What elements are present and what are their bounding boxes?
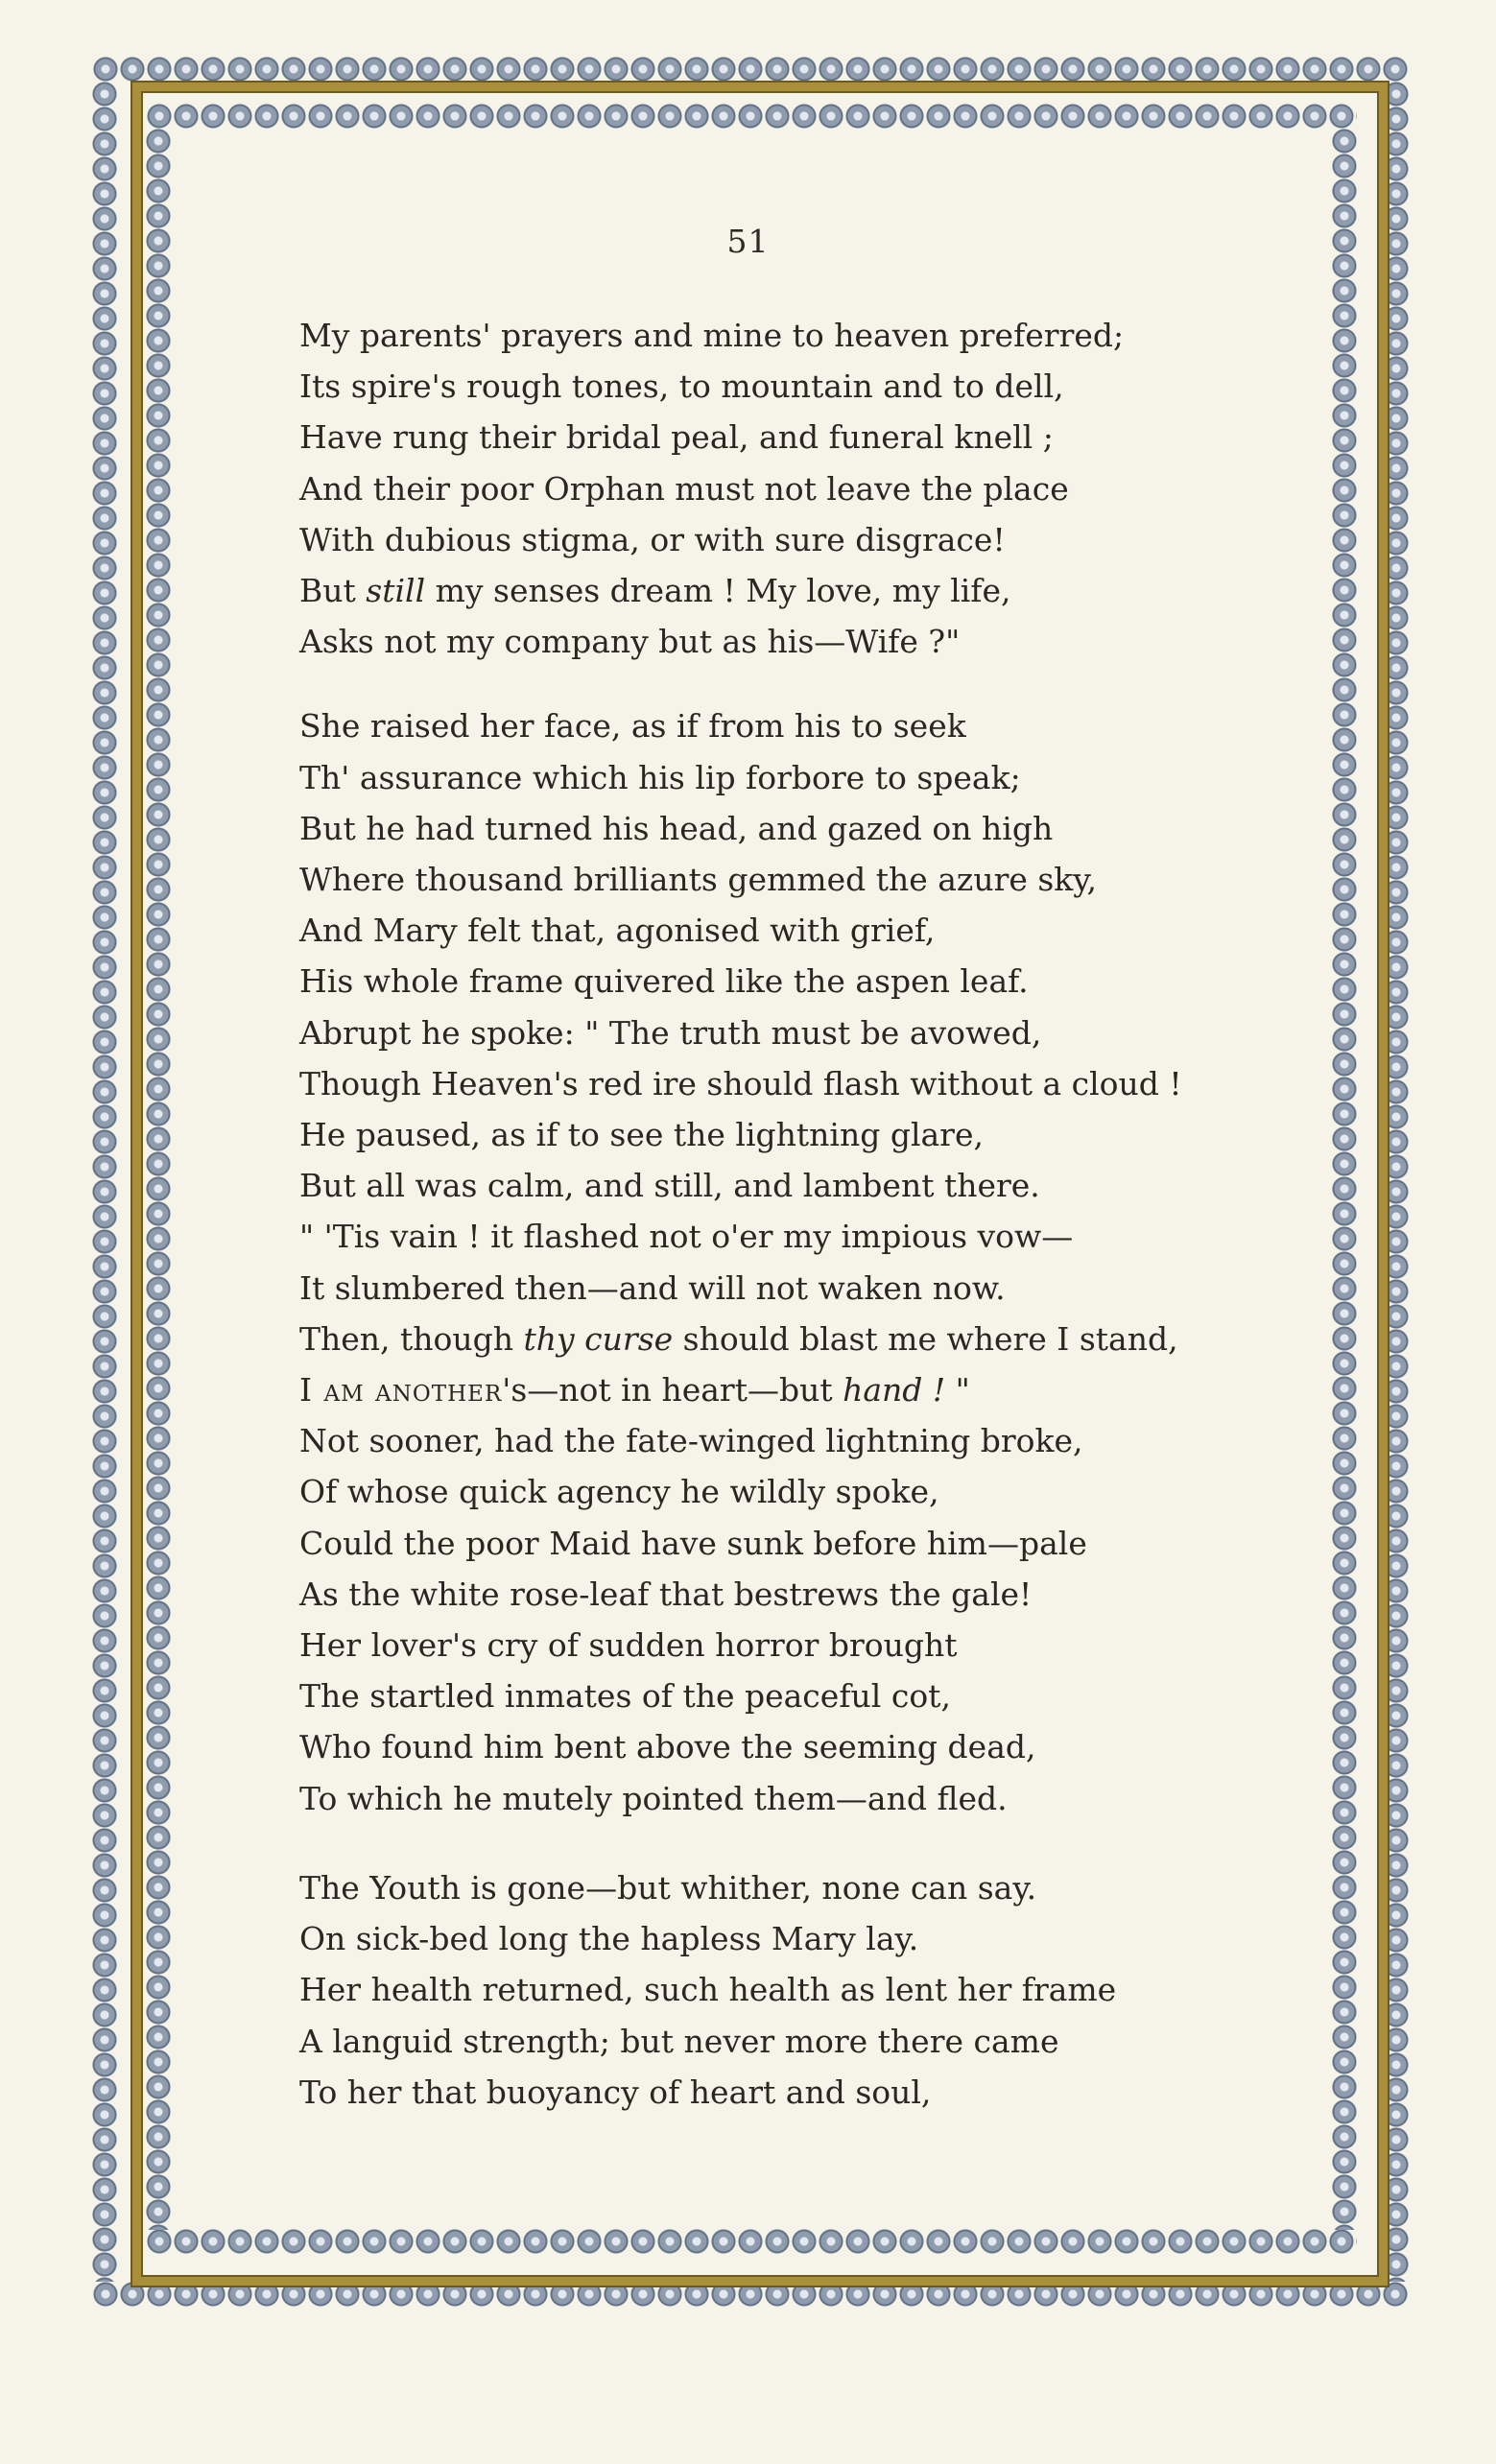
inner-bead-right xyxy=(1332,129,1357,2230)
page-number: 51 xyxy=(726,223,770,260)
emphasis-text: still xyxy=(366,572,426,610)
poem-line xyxy=(299,1314,1259,1364)
poem-line: Its spire's rough tones, to mountain and to dell, xyxy=(299,367,1064,406)
stanza-break xyxy=(299,1824,1259,1862)
small-caps-text: I am another xyxy=(299,1371,503,1410)
bead-border-top xyxy=(92,57,1409,82)
poem-line: " 'Tis vain ! it flashed not o'er my impious vow— xyxy=(299,1218,1074,1256)
poem-line: And their poor Orphan must not leave the place xyxy=(299,469,1069,508)
poem-line: Not sooner, had the fate-winged lightning broke, xyxy=(299,1422,1083,1460)
line-text: But xyxy=(299,572,367,610)
poem-line: But he had turned his head, and gazed on high xyxy=(299,809,1054,847)
inner-bead-left xyxy=(146,129,171,2230)
poem-line: The Youth is gone—but whither, none can say. xyxy=(299,1868,1037,1907)
emphasis-text: hand ! xyxy=(843,1371,946,1410)
bead-border-left xyxy=(92,82,117,2282)
poem-line: It slumbered then—and will not waken now. xyxy=(299,1268,1006,1307)
poem-line: But all was calm, and still, and lambent there. xyxy=(299,1167,1040,1205)
poem-line: The startled inmates of the peaceful cot, xyxy=(299,1677,951,1716)
poem-line: Her lover's cry of sudden horror brought xyxy=(299,1626,958,1665)
poem-line: With dubious stigma, or with sure disgrace! xyxy=(299,520,1006,558)
poem-line: To which he mutely pointed them—and fled. xyxy=(299,1779,1008,1817)
poem-line: Her health returned, such health as lent her frame xyxy=(299,1971,1117,2009)
line-text: Then, though xyxy=(299,1319,524,1358)
stanza-break xyxy=(299,667,1259,700)
poem-line xyxy=(299,1364,1259,1415)
inner-bead-bottom xyxy=(146,2229,1357,2254)
poem-line: Abrupt he spoke: " The truth must be avowed, xyxy=(299,1013,1042,1052)
poem-line: A languid strength; but never more there came xyxy=(299,2022,1059,2060)
poem-line: He paused, as if to see the lightning glare, xyxy=(299,1116,984,1154)
poem-line: My parents' prayers and mine to heaven preferred; xyxy=(299,317,1125,354)
stanza-2 xyxy=(299,700,1259,1823)
inner-bead-top xyxy=(146,104,1357,129)
poem-line: Could the poor Maid have sunk before him—pale xyxy=(299,1524,1087,1562)
poem-line: His whole frame quivered like the aspen leaf. xyxy=(299,962,1029,1001)
poem-line: And Mary felt that, agonised with grief, xyxy=(299,912,936,950)
poem-line: On sick-bed long the hapless Mary lay. xyxy=(299,1920,919,1958)
line-text: 's—not in heart—but xyxy=(502,1371,843,1410)
poem-text xyxy=(299,310,1259,2118)
poem-line: Asks not my company but as his—Wife ?" xyxy=(299,623,961,661)
poem-line: Of whose quick agency he wildly spoke, xyxy=(299,1473,939,1511)
poem-line: Have rung their bridal peal, and funeral knell ; xyxy=(299,418,1054,457)
stanza-3 xyxy=(299,1862,1259,2118)
stanza-1 xyxy=(299,310,1259,667)
line-text: should blast me where I stand, xyxy=(673,1319,1178,1358)
poem-line: Where thousand brilliants gemmed the azure sky, xyxy=(299,861,1098,899)
poem-line: She raised her face, as if from his to seek xyxy=(299,707,966,746)
line-text: " xyxy=(945,1371,970,1410)
line-text: my senses dream ! My love, my life, xyxy=(425,572,1011,610)
poem-line: Though Heaven's red ire should flash without a cloud ! xyxy=(299,1064,1182,1102)
poem-line xyxy=(299,565,1259,616)
poem-line: Who found him bent above the seeming dead, xyxy=(299,1728,1036,1766)
poem-line: Th' assurance which his lip forbore to speak; xyxy=(299,758,1021,796)
emphasis-text: thy curse xyxy=(523,1319,674,1358)
poem-line: To her that buoyancy of heart and soul, xyxy=(299,2073,932,2111)
poem-line: As the white rose-leaf that bestrews the gale! xyxy=(299,1575,1033,1613)
